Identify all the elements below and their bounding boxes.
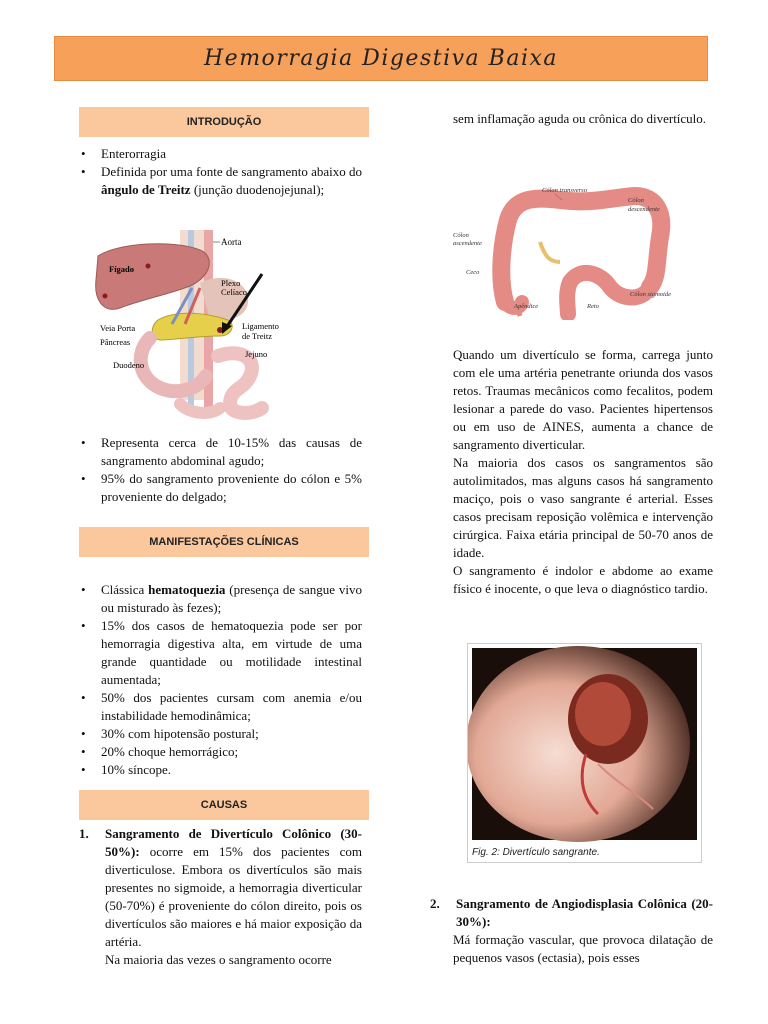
- list-item: • 50% dos pacientes cursam com anemia e/ou instabilidade hemodinâmica;: [79, 689, 362, 725]
- list-item: • 95% do sangramento proveniente do cólon e 5% proveniente do delgado;: [79, 470, 362, 506]
- section-header-manifestacoes: MANIFESTAÇÕES CLÍNICAS: [79, 527, 369, 557]
- label-reto: Reto: [587, 303, 599, 310]
- intro-list: [79, 145, 362, 199]
- anatomy-illustration: [80, 228, 300, 420]
- page-title: Hemorragia Digestiva Baixa: [203, 46, 558, 71]
- section-header-introducao: INTRODUÇÃO: [79, 107, 369, 137]
- list-item: • 20% choque hemorrágico;: [79, 743, 362, 761]
- label-pancreas: Pâncreas: [100, 337, 131, 347]
- label-veia-porta: Veia Porta: [100, 323, 136, 333]
- intro-list-2: [79, 434, 362, 506]
- list-item: • 30% com hipotensão postural;: [79, 725, 362, 743]
- paragraph: Na maioria das vezes o sangramento ocorre: [105, 952, 332, 967]
- label-ceco: Ceco: [466, 269, 480, 276]
- right-paragraphs: [453, 346, 713, 598]
- colon-diagram: [450, 182, 700, 320]
- label-colon-ascendente-2: ascendente: [453, 240, 482, 247]
- label-plexo: Plexo: [221, 278, 241, 288]
- paragraph: Quando um divertículo se forma, carrega junto com ele uma artéria penetrante oriunda dos vasos retos. Traumas mecânicos como fecalitos, podem lesionar a parede do vaso. Pacientes hipertensos ou em uso de AINES, aumenta a chance de sangramento diverticular.: [453, 347, 713, 452]
- label-colon-transverso: Cólon transverso: [542, 187, 587, 194]
- list-item: • Definida por uma fonte de sangramento abaixo do ângulo de Treitz (junção duodenojejunal);: [79, 163, 362, 199]
- list-item: • Clássica hematoquezia (presença de sangue vivo ou misturado às fezes);: [79, 581, 362, 617]
- section-header-causas: CAUSAS: [79, 790, 369, 820]
- paragraph: Na maioria dos casos os sangramentos são autolimitados, mas alguns casos há sangramento maciço, pois o vaso sangrante é arterial. Esses casos precisam reposição volêmica e intervenção cirúrgica. Faixa etária principal de 50-70 anos de idade.: [453, 455, 713, 560]
- list-item: • 10% síncope.: [79, 761, 362, 779]
- paragraph: O sangramento é indolor e abdome ao exame físico é inocente, o que leva o diagnóstico tardio.: [453, 563, 713, 596]
- manifest-list: [79, 581, 362, 779]
- label-figado: Fígado: [109, 264, 135, 274]
- endoscopy-figure: [467, 643, 702, 863]
- paragraph: Má formação vascular, que provoca dilatação de pequenos vasos (ectasia), pois esses: [453, 932, 713, 965]
- figure-caption: Fig. 2: Divertículo sangrante.: [472, 847, 600, 858]
- list-item: • Enterorragia: [79, 145, 362, 163]
- title-banner: [54, 36, 708, 81]
- endoscopy-image: [468, 644, 701, 844]
- label-aorta: Aorta: [221, 237, 242, 247]
- label-celiaco: Celíaco: [221, 287, 247, 297]
- cause-2: [430, 895, 713, 967]
- causes-list: [79, 825, 362, 969]
- label-de-treitz: de Treitz: [242, 331, 272, 341]
- list-item: • 15% dos casos de hematoquezia pode ser por hemorragia digestiva alta, em virtude de uma grande quantidade ou motilidade intestinal aumentada;: [79, 617, 362, 689]
- label-jejuno: Jejuno: [245, 349, 268, 359]
- label-ligamento: Ligamento: [242, 321, 279, 331]
- list-item: • Representa cerca de 10-15% das causas de sangramento abdominal agudo;: [79, 434, 362, 470]
- label-duodeno: Duodeno: [113, 360, 145, 370]
- right-continued-text: [453, 110, 713, 128]
- list-item: 2. Sangramento de Angiodisplasia Colônica (20-30%):: [430, 896, 713, 929]
- label-colon-sigmoide: Cólon sigmoide: [630, 291, 671, 298]
- label-colon-ascendente-1: Cólon: [453, 232, 469, 239]
- label-colon-descendente-1: Cólon: [628, 197, 644, 204]
- paragraph: sem inflamação aguda ou crônica do divertículo.: [453, 111, 707, 126]
- label-apendice: Apêndice: [514, 303, 539, 310]
- list-item: 1. Sangramento de Divertículo Colônico (30-50%): ocorre em 15% dos pacientes com diverticulose. Embora os divertículos são mais presentes no sigmoide, a hemorragia diverticular (50-70%) é proveniente do cólon direito, pois os divertículos são maiores e há maior exposição da artéria.: [79, 826, 362, 949]
- label-colon-descendente-2: descendente: [628, 206, 660, 213]
